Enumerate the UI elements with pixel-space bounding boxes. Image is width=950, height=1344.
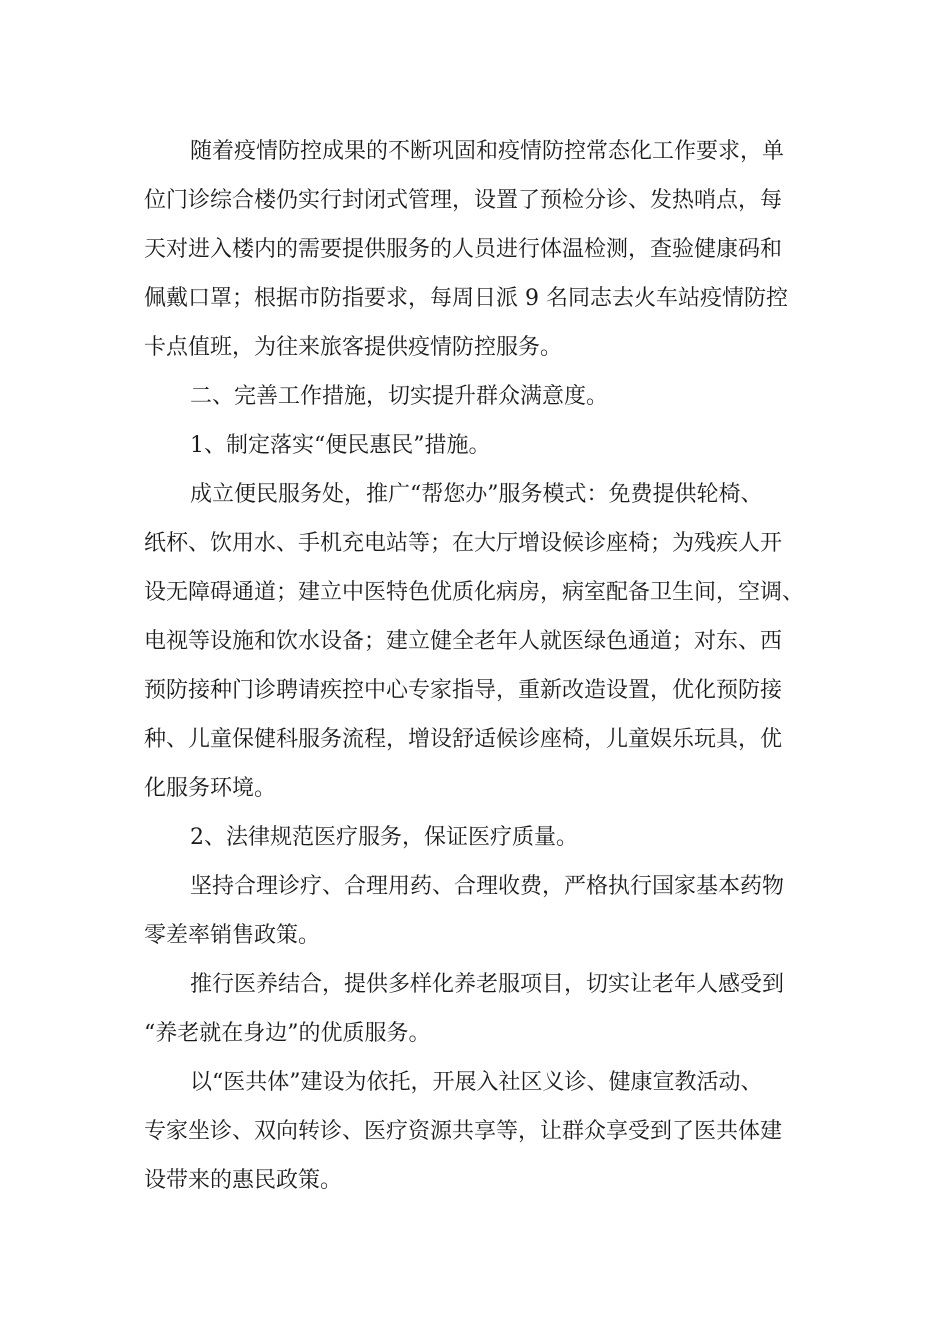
para-4-line-2: “养老就在身边”的优质服务。 bbox=[144, 1021, 431, 1046]
para-1-line-1: 随着疫情防控成果的不断巩固和疫情防控常态化工作要求，单 bbox=[190, 139, 785, 164]
para-2-line-2: 纸杯、饮用水、手机充电站等；在大厅增设候诊座椅；为残疾人开 bbox=[144, 531, 783, 556]
para-4-line-1: 推行医养结合，提供多样化养老服项目，切实让老年人感受到 bbox=[190, 972, 785, 997]
para-2-line-5: 预防接种门诊聘请疾控中心专家指导，重新改造设置，优化预防接 bbox=[144, 678, 783, 703]
subheading-1: 1、制定落实“便民惠民”措施。 bbox=[190, 433, 491, 458]
para-1-line-2: 位门诊综合楼仍实行封闭式管理，设置了预检分诊、发热哨点，每 bbox=[144, 188, 783, 213]
para-2-line-3: 设无障碍通道；建立中医特色优质化病房，病室配备卫生间，空调、 bbox=[144, 580, 805, 605]
subheading-2: 2、法律规范医疗服务，保证医疗质量。 bbox=[190, 825, 578, 850]
para-5-line-3: 设带来的惠民政策。 bbox=[144, 1168, 343, 1193]
para-5-line-2: 专家坐诊、双向转诊、医疗资源共享等，让群众享受到了医共体建 bbox=[144, 1119, 783, 1144]
para-5-line-1: 以“医共体”建设为依托，开展入社区义诊、健康宣教活动、 bbox=[190, 1070, 763, 1095]
para-1-line-5: 卡点值班，为往来旅客提供疫情防控服务。 bbox=[144, 335, 563, 360]
para-2-line-7: 化服务环境。 bbox=[144, 776, 277, 801]
para-2-line-4: 电视等设施和饮水设备；建立健全老年人就医绿色通道；对东、西 bbox=[144, 629, 783, 654]
para-3-line-2: 零差率销售政策。 bbox=[144, 923, 321, 948]
section-heading-2: 二、完善工作措施，切实提升群众满意度。 bbox=[190, 384, 609, 409]
para-1-line-3: 天对进入楼内的需要提供服务的人员进行体温检测，查验健康码和 bbox=[144, 237, 783, 262]
para-2-line-1: 成立便民服务处，推广“帮您办”服务模式：免费提供轮椅、 bbox=[190, 482, 763, 507]
para-2-line-6: 种、儿童保健科服务流程，增设舒适候诊座椅，儿童娱乐玩具，优 bbox=[144, 727, 783, 752]
para-3-line-1: 坚持合理诊疗、合理用药、合理收费，严格执行国家基本药物 bbox=[190, 874, 785, 899]
para-1-line-4: 佩戴口罩；根据市防指要求，每周日派 9 名同志去火车站疫情防控 bbox=[144, 286, 788, 311]
